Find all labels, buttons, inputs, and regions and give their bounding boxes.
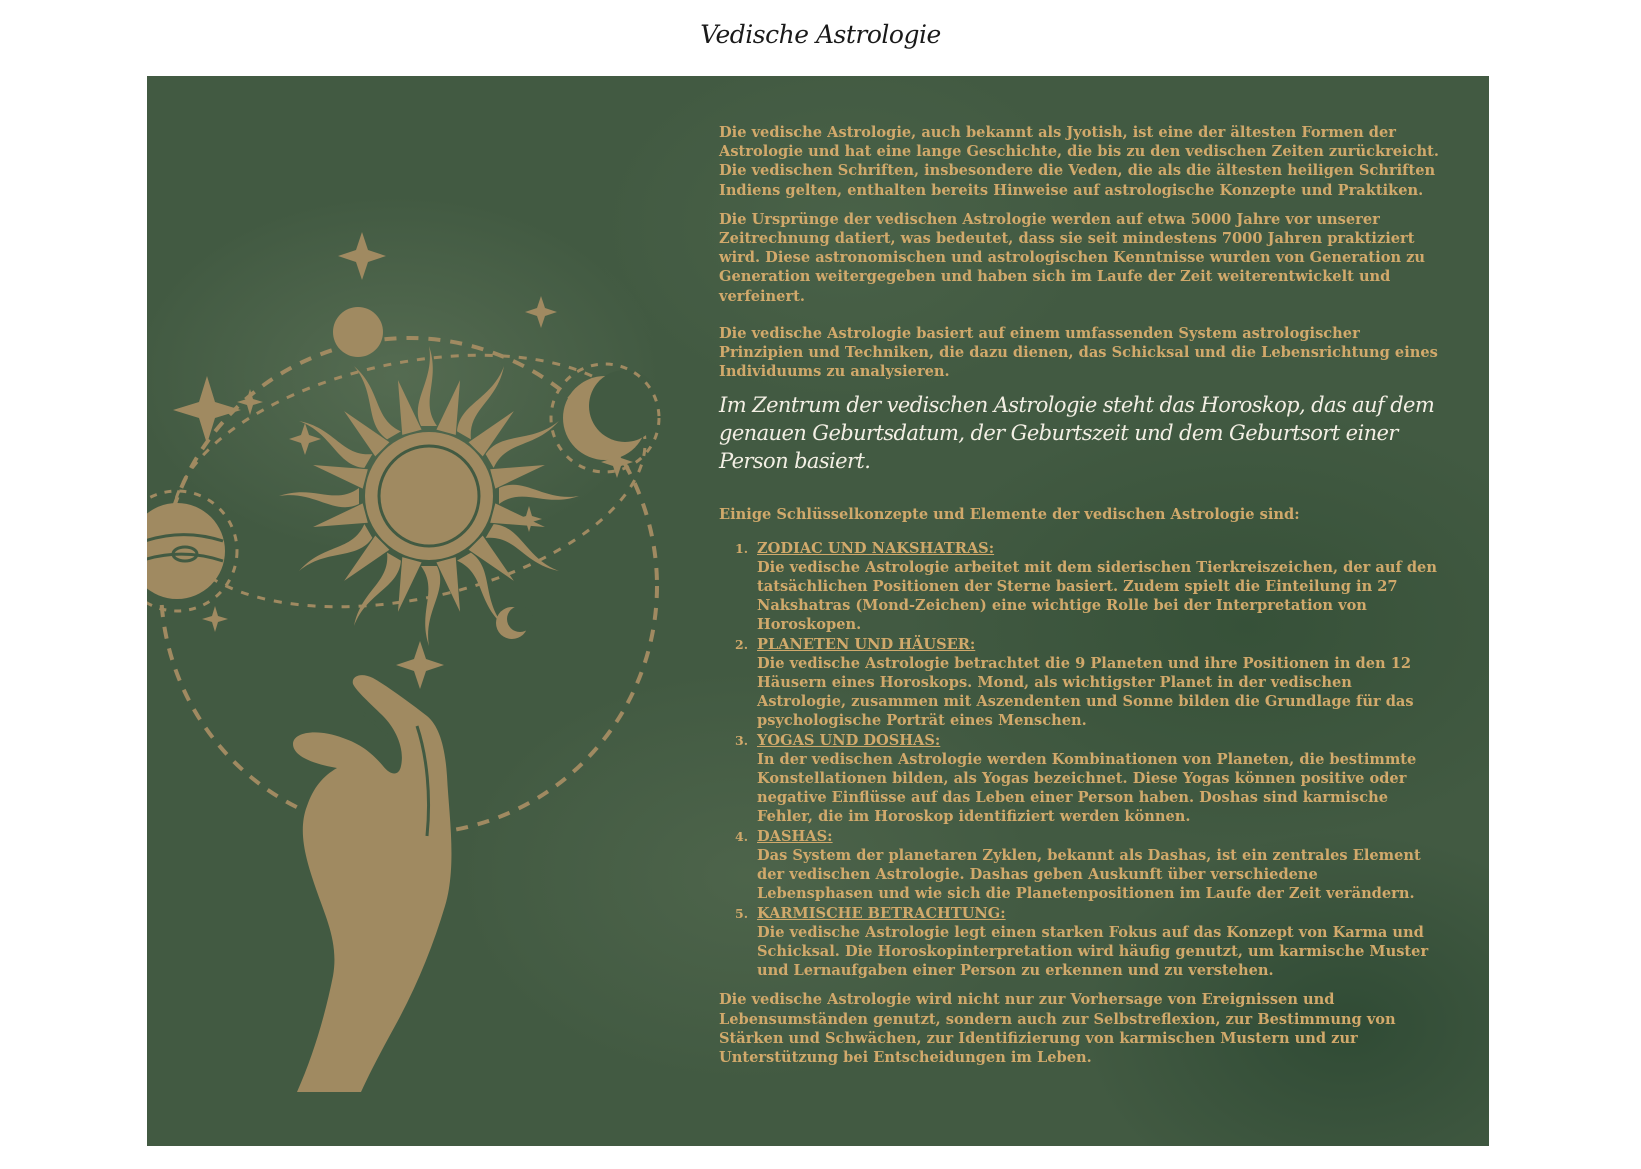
celestial-hand-illustration: [147, 76, 707, 1146]
paragraph-intro: Die vedische Astrologie, auch bekannt als Jyotish, ist eine der ältesten Formen der Astrologie und hat eine lange Geschichte, die bis zu den vedischen Zeiten zurückreicht. Die vedischen Schriften, insbesondere die Veden, die als die ältesten heiligen Schriften Indiens gelten, enthalten bereits Hinweise auf astrologische Konzepte und Praktiken.: [719, 124, 1439, 199]
concepts-list: [719, 539, 1439, 981]
full-moon-icon: [333, 307, 383, 357]
list-item-number: 5.: [735, 905, 749, 921]
hand-icon: [293, 675, 451, 1092]
list-item-text: Die vedische Astrologie betrachtet die 9 Planeten und ihre Positionen in den 12 Häusern eines Horoskops. Mond, als wichtigster Planet in der vedischen Astrologie, zusammen mit Aszendenten und Sonne bilden die Grundlage für das psychologische Porträt eines Menschen.: [757, 654, 1414, 730]
list-item-heading: YOGAS UND DOSHAS:: [757, 731, 941, 749]
list-item-text: Die vedische Astrologie arbeitet mit dem siderischen Tierkreiszeichen, der auf den tatsächlichen Positionen der Sterne basiert. Zudem spielt die Einteilung in 27 Nakshatras (Mond-Zeichen) eine wichtige Rolle bei der Interpretation von Horoskopen.: [757, 558, 1437, 634]
list-item-heading: DASHAS:: [757, 827, 833, 845]
list-intro: Einige Schlüsselkonzepte und Elemente der vedischen Astrologie sind:: [719, 506, 1300, 524]
page-title: Vedische Astrologie: [700, 20, 941, 49]
paragraph-system: Die vedische Astrologie basiert auf einem umfassenden System astrologischer Prinzipien und Techniken, die dazu dienen, das Schicksal und die Lebensrichtung eines Individuums zu analysieren.: [719, 324, 1438, 381]
content-panel: [147, 76, 1489, 1146]
list-item: [735, 635, 1439, 731]
sun-icon: [279, 346, 579, 646]
list-item-text: In der vedischen Astrologie werden Kombinationen von Planeten, die bestimmte Konstellationen bilden, als Yogas bezeichnet. Diese Yogas können positive oder negative Einflüsse auf das Leben einer Person haben. Doshas sind karmische Fehler, die im Horoskop identifiziert werden können.: [757, 750, 1417, 826]
list-item-heading: ZODIAC UND NAKSHATRAS:: [757, 539, 995, 557]
list-item: [735, 904, 1439, 981]
list-item-text: Das System der planetaren Zyklen, bekannt als Dashas, ist ein zentrales Element der vedischen Astrologie. Dashas geben Auskunft über verschiedene Lebensphasen und wie sich die Planetenpositionen im Laufe der Zeit verändern.: [757, 846, 1421, 903]
list-item-number: 2.: [735, 636, 749, 652]
list-item-number: 3.: [735, 732, 749, 748]
paragraph-origins: Die Ursprünge der vedischen Astrologie werden auf etwa 5000 Jahre vor unserer Zeitrechnung datiert, was bedeutet, dass sie seit mindestens 7000 Jahren praktiziert wird. Diese astronomischen und astrologischen Kenntnisse wurden von Generation zu Generation weitergegeben und haben sich im Laufe der Zeit weiterentwickelt und verfeinert.: [719, 210, 1426, 305]
list-item: [735, 539, 1439, 635]
planet-icon: [147, 491, 237, 611]
list-item-heading: PLANETEN UND HÄUSER:: [757, 635, 976, 653]
list-item-number: 1.: [735, 540, 749, 556]
list-item: [735, 827, 1439, 904]
small-moon-icon: [496, 606, 533, 639]
list-item: [735, 731, 1439, 827]
list-item-heading: KARMISCHE BETRACHTUNG:: [757, 904, 1006, 922]
paragraph-closing: Die vedische Astrologie wird nicht nur zur Vorhersage von Ereignissen und Lebensumständen genutzt, sondern auch zur Selbstreflexion, zur Bestimmung von Stärken und Schwächen, zur Identifizierung von karmischen Mustern und zur Unterstützung bei Entscheidungen im Leben.: [719, 991, 1396, 1066]
highlight-quote: Im Zentrum der vedischen Astrologie steht das Horoskop, das auf dem genauen Geburtsdatum, der Geburtszeit und dem Geburtsort einer Person basiert.: [719, 393, 1435, 474]
article-text: [719, 123, 1439, 1077]
list-item-number: 4.: [735, 828, 749, 844]
list-item-text: Die vedische Astrologie legt einen starken Fokus auf das Konzept von Karma und Schicksal. Die Horoskopinterpretation wird häufig genutzt, um karmische Muster und Lernaufgaben einer Person zu erkennen und zu verstehen.: [757, 923, 1429, 980]
